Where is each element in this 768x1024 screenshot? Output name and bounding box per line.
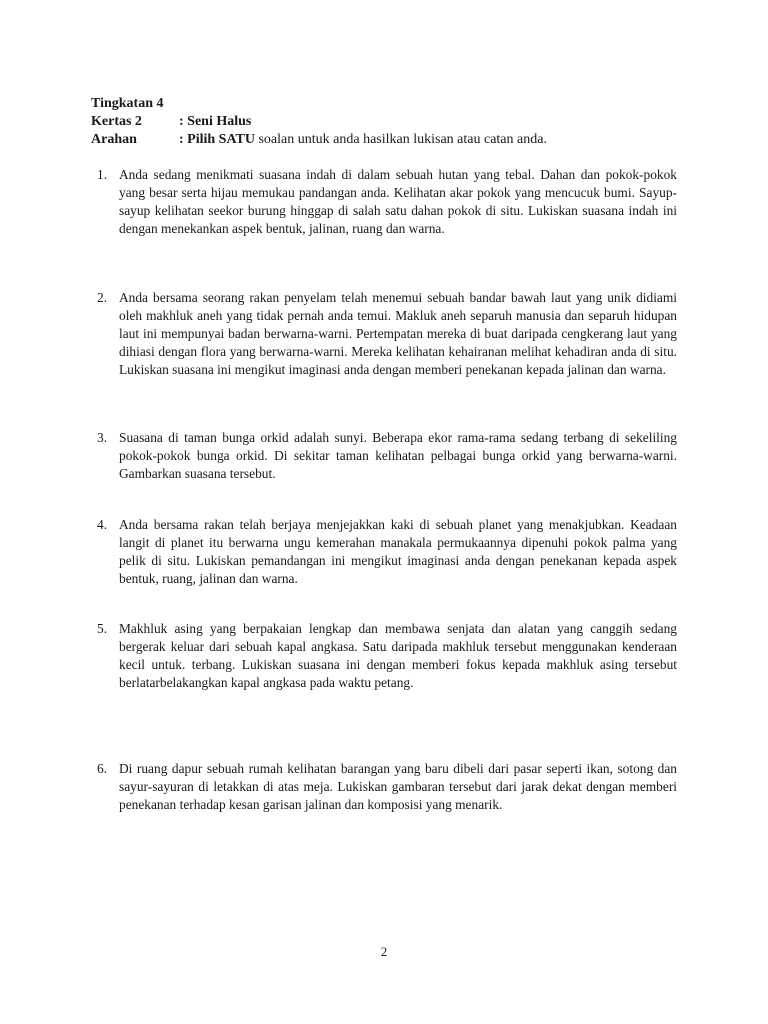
paper-value: : Seni Halus bbox=[179, 114, 252, 129]
level-row bbox=[91, 95, 691, 113]
question-text: Makhluk asing yang berpakaian lengkap dan membawa senjata dan alatan yang canggih sedang bergerak keluar dari sebuah kapal angkasa. Satu daripada makhluk tersebut menggunakan kenderaan kecil untuk. terbang. Lukiskan suasana ini dengan memberi fokus kepada makhluk asing tersebut berlatarbelakangkan kapal angkasa pada waktu petang. bbox=[119, 621, 677, 690]
level-label: Tingkatan 4 bbox=[91, 96, 164, 111]
exam-header bbox=[91, 95, 691, 149]
question-number: 4. bbox=[97, 517, 108, 532]
question-text: Di ruang dapur sebuah rumah kelihatan barangan yang baru dibeli dari pasar seperti ikan, sotong dan sayur-sayuran di letakkan di atas meja. Lukiskan gambaran tersebut dari jarak dekat dengan memberi penekanan terhadap kesan garisan jalinan dan komposisi yang menarik. bbox=[119, 761, 677, 812]
question-number: 6. bbox=[97, 761, 108, 776]
question-number: 3. bbox=[97, 430, 108, 445]
instruction-value bbox=[179, 131, 691, 149]
page-number: 2 bbox=[380, 944, 388, 959]
question-3 bbox=[97, 429, 677, 483]
question-number: 2. bbox=[97, 290, 108, 305]
instruction-label: Arahan bbox=[91, 132, 137, 147]
instruction-prefix: : Pilih bbox=[179, 132, 219, 147]
question-2 bbox=[97, 289, 677, 379]
question-number: 5. bbox=[97, 621, 108, 636]
paper-label: Kertas 2 bbox=[91, 114, 142, 129]
instruction-emphasis: SATU bbox=[218, 132, 255, 147]
question-text: Anda sedang menikmati suasana indah di dalam sebuah hutan yang tebal. Dahan dan pokok-pokok yang besar serta hijau memukau pandangan anda. Kelihatan akar pokok yang mencucuk bumi. Sayup-sayup kelihatan seekor burung hinggap di salah satu dahan pokok di situ. Lukiskan suasana indah ini dengan menekankan aspek bentuk, jalinan, ruang dan warna. bbox=[119, 167, 677, 236]
question-4 bbox=[97, 516, 677, 588]
question-5 bbox=[97, 620, 677, 692]
question-text: Suasana di taman bunga orkid adalah sunyi. Beberapa ekor rama-rama sedang terbang di sekeliling pokok-pokok bunga orkid. Di sekitar taman kelihatan pelbagai bunga orkid yang berwarna-warni. Gambarkan suasana tersebut. bbox=[119, 430, 677, 481]
question-1 bbox=[97, 166, 677, 238]
question-number: 1. bbox=[97, 167, 108, 182]
instruction-row bbox=[91, 131, 691, 149]
question-text: Anda bersama rakan telah berjaya menjejakkan kaki di sebuah planet yang menakjubkan. Keadaan langit di planet itu berwarna ungu kemerahan manakala permukaannya dipenuhi pokok palma yang pelik di situ. Lukiskan pemandangan ini mengikut imaginasi anda dengan penekanan kepada aspek bentuk, ruang, jalinan dan warna. bbox=[119, 517, 677, 586]
paper-row bbox=[91, 113, 691, 131]
instruction-suffix: soalan untuk anda hasilkan lukisan atau catan anda. bbox=[254, 132, 547, 147]
question-6 bbox=[97, 760, 677, 814]
question-text: Anda bersama seorang rakan penyelam telah menemui sebuah bandar bawah laut yang unik didiami oleh makhluk aneh yang tidak pernah anda temui. Makluk aneh separuh manusia dan separuh hidupan laut ini mempunyai badan berwarna-warni. Pertempatan mereka di buat daripada cengkerang laut yang dihiasi dengan flora yang berwarna-warni. Mereka kelihatan kehairanan melihat kehadiran anda di situ. Lukiskan suasana ini mengikut imaginasi anda dengan memberi penekanan kepada jalinan dan warna. bbox=[119, 290, 677, 377]
